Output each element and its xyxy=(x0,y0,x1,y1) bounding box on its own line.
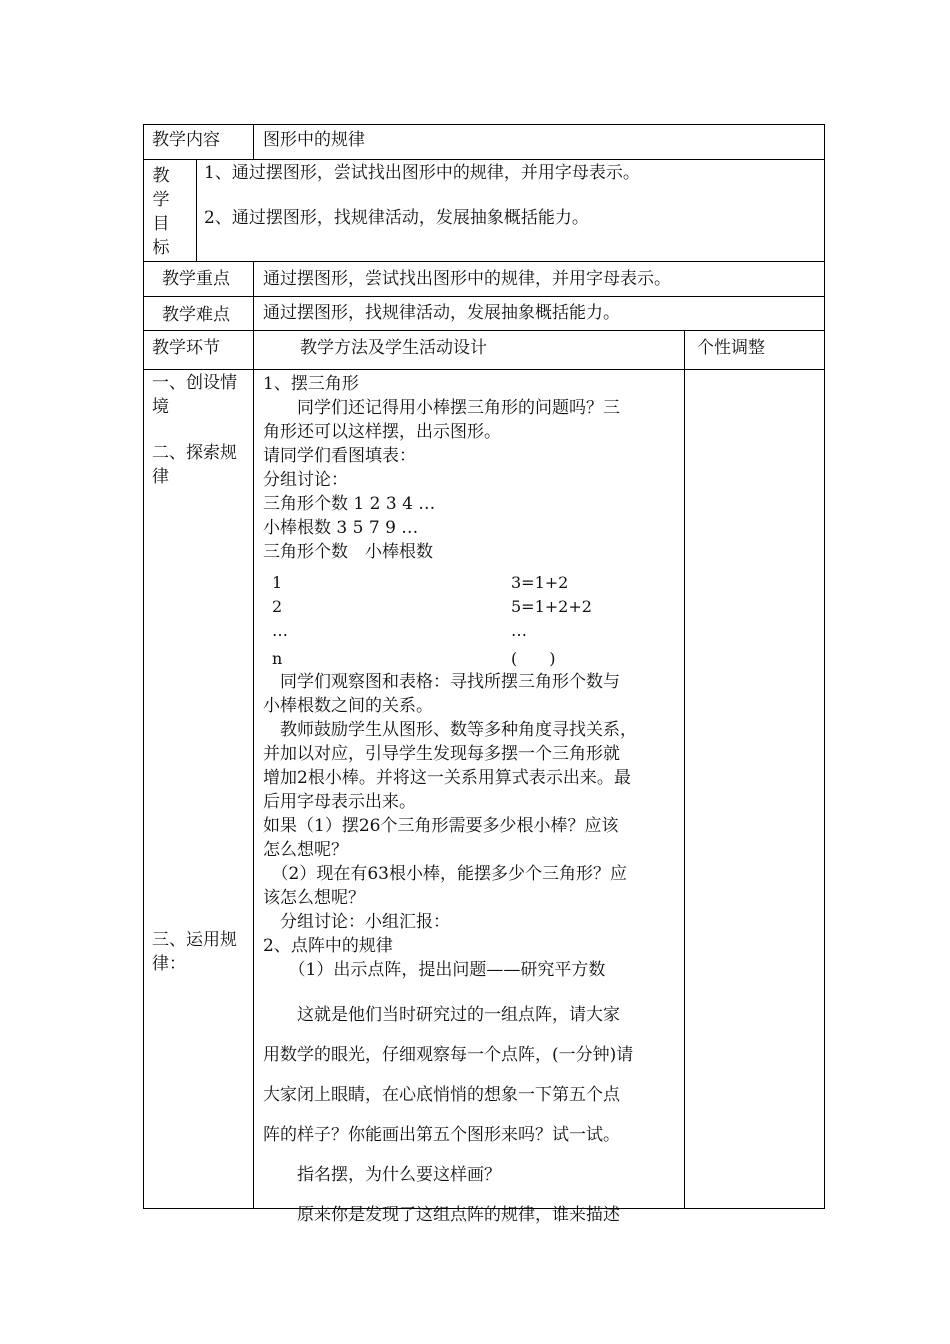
body-line: 指名摆，为什么要这样画？ xyxy=(263,1165,501,1185)
difficulty-label: 教学难点 xyxy=(162,305,230,325)
table-left-cell: … xyxy=(272,621,288,640)
body-line: 同学们观察图和表格：寻找所摆三角形个数与 xyxy=(263,672,620,692)
body-line: 增加2根小棒。并将这一关系用算式表示出来。最 xyxy=(263,768,631,788)
goals-label-char: 目 xyxy=(152,214,170,234)
body-line: 大家闭上眼睛，在心底悄悄的想象一下第五个点 xyxy=(263,1085,620,1105)
goals-label-char: 学 xyxy=(152,190,170,210)
body-line: 三角形个数 1 2 3 4 … xyxy=(263,494,436,514)
key-point-value: 通过摆图形，尝试找出图形中的规律，并用字母表示。 xyxy=(263,269,671,289)
goals-label-char: 教 xyxy=(152,166,170,186)
table-right-cell: 5=1+2+2 xyxy=(511,597,592,616)
body-line: 后用字母表示出来。 xyxy=(263,792,416,812)
stage-2-line-2: 律 xyxy=(152,467,169,487)
body-line: 并加以对应，引导学生发现每多摆一个三角形就 xyxy=(263,744,620,764)
table-right-cell: 3=1+2 xyxy=(511,573,569,592)
body-line: 怎么想呢？ xyxy=(263,840,348,860)
body-line: 三角形个数 小棒根数 xyxy=(263,542,433,562)
activity-block-3 xyxy=(263,995,675,1235)
body-line: 分组讨论： xyxy=(263,470,348,490)
method-column-header: 教学方法及学生活动设计 xyxy=(300,338,487,358)
body-line: 阵的样子？你能画出第五个图形来吗？试一试。 xyxy=(263,1125,620,1145)
stage-1-line-1: 一、创设情 xyxy=(152,373,237,393)
body-line: 用数学的眼光，仔细观察每一个点阵，(一分钟)请 xyxy=(263,1045,634,1065)
body-line: 2、点阵中的规律 xyxy=(263,936,393,956)
table-right-cell: … xyxy=(511,621,527,640)
body-line: 角形还可以这样摆，出示图形。 xyxy=(263,422,501,442)
stage-2-line-1: 二、探索规 xyxy=(152,443,237,463)
body-line: 如果（1）摆26个三角形需要多少根小棒？应该 xyxy=(263,816,619,836)
body-line: 请同学们看图填表： xyxy=(263,446,416,466)
body-line: 这就是他们当时研究过的一组点阵，请大家 xyxy=(263,1005,620,1025)
body-line: 小棒根数之间的关系。 xyxy=(263,696,433,716)
body-line: 小棒根数 3 5 7 9 … xyxy=(263,518,419,538)
body-line: （1）出示点阵，提出问题——研究平方数 xyxy=(263,960,606,980)
body-line: 教师鼓励学生从图形、数等多种角度寻找关系， xyxy=(263,720,637,740)
body-line: 1、摆三角形 xyxy=(263,374,359,394)
body-line: 分组讨论：小组汇报： xyxy=(263,912,450,932)
difficulty-value: 通过摆图形，找规律活动，发展抽象概括能力。 xyxy=(263,303,620,323)
body-line: 同学们还记得用小棒摆三角形的问题吗？三 xyxy=(263,398,620,418)
activity-block-1 xyxy=(263,372,675,564)
goal-item-2: 2、通过摆图形，找规律活动，发展抽象概括能力。 xyxy=(204,208,589,228)
table-left-cell: 2 xyxy=(272,597,283,616)
content-value: 图形中的规律 xyxy=(263,130,365,150)
activity-block-2 xyxy=(263,670,675,982)
body-line: （2）现在有63根小棒，能摆多少个三角形？应 xyxy=(263,864,627,884)
stage-1-line-2: 境 xyxy=(152,397,169,417)
body-line: 该怎么想呢？ xyxy=(263,888,365,908)
table-left-cell: 1 xyxy=(272,573,283,592)
goals-label-char: 标 xyxy=(152,238,170,258)
key-point-label: 教学重点 xyxy=(162,269,230,289)
stage-column-header: 教学环节 xyxy=(152,338,220,358)
content-label: 教学内容 xyxy=(152,130,220,150)
stage-3-line-2: 律： xyxy=(152,954,186,974)
adjust-column-header: 个性调整 xyxy=(697,338,765,358)
table-right-cell: ( ) xyxy=(511,649,556,668)
body-line: 原来你是发现了这组点阵的规律，谁来描述 xyxy=(263,1205,620,1225)
goal-item-1: 1、通过摆图形，尝试找出图形中的规律，并用字母表示。 xyxy=(204,163,640,183)
table-left-cell: n xyxy=(272,649,283,668)
stage-3-line-1: 三、运用规 xyxy=(152,930,237,950)
